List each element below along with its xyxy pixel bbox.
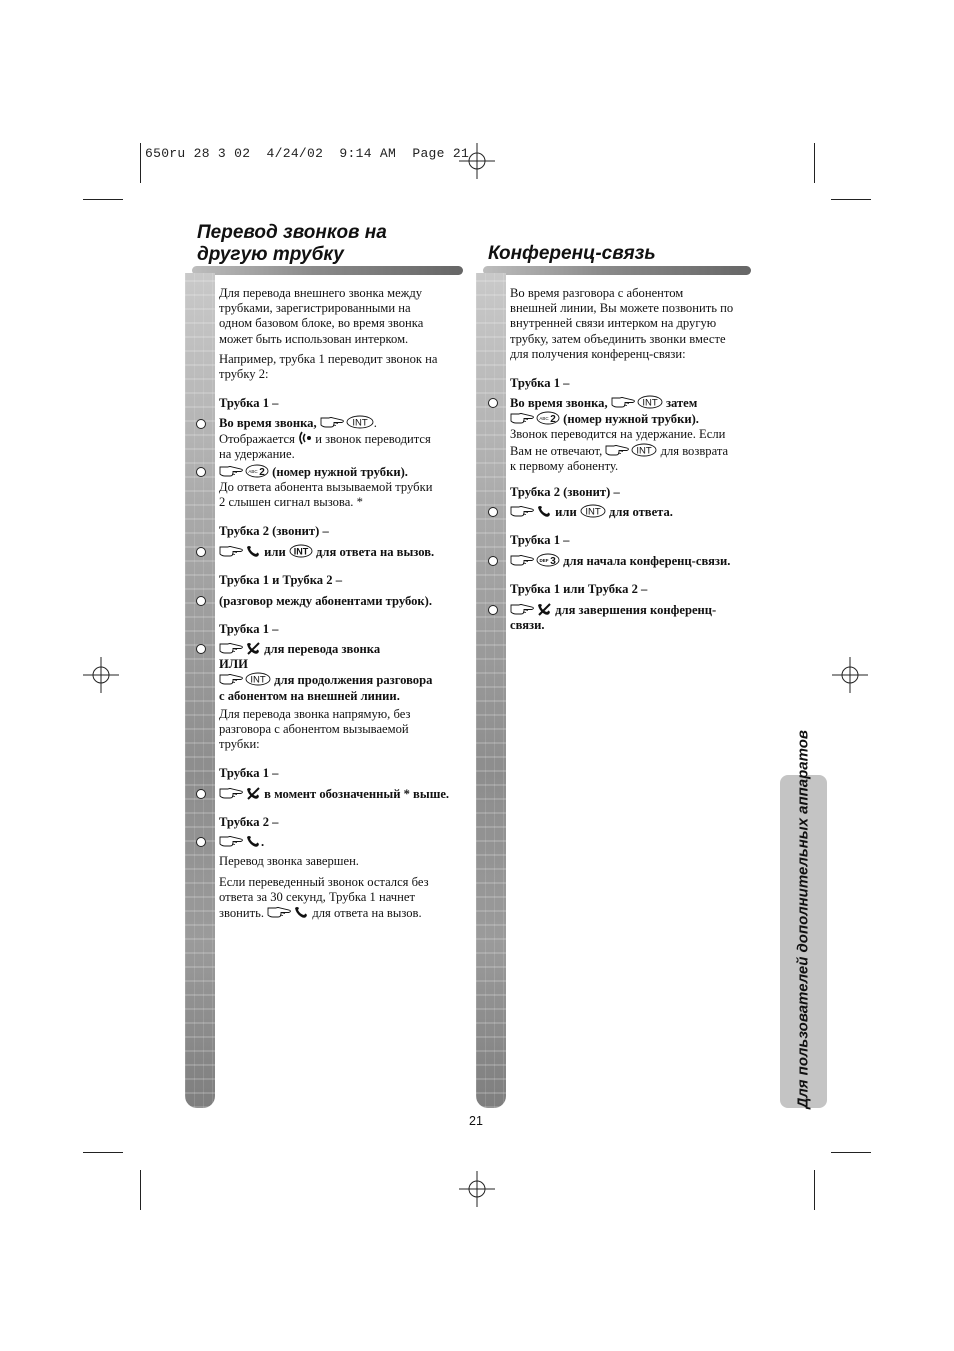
- handset-talk-icon: [245, 544, 261, 558]
- text-line: трубку, затем объединить звонки вместе: [510, 331, 726, 346]
- step-heading: Трубка 1 –: [219, 396, 279, 410]
- step-heading: Трубка 1 –: [219, 766, 279, 780]
- text-line: трубками, зарегистрированными на: [219, 301, 411, 316]
- registration-mark-icon: [83, 657, 119, 693]
- int-key-icon: [245, 672, 271, 686]
- int-key-icon: [346, 415, 374, 429]
- note-paragraph: [219, 707, 469, 753]
- text-line: может быть использован интерком.: [219, 331, 409, 346]
- text-line: Во время разговора с абонентом: [510, 286, 684, 300]
- step-bullet: [196, 644, 206, 654]
- step-bullet: [196, 547, 206, 557]
- text: Вам не отвечают,: [510, 443, 603, 458]
- text-line: на удержание.: [219, 447, 295, 462]
- press-hand-icon: [219, 834, 245, 848]
- press-hand-icon: [510, 553, 536, 567]
- text-line: До ответа абонента вызываемой трубки: [219, 480, 433, 495]
- int-key-icon: [637, 395, 663, 409]
- registration-mark-icon: [832, 657, 868, 693]
- step-body: [219, 544, 469, 560]
- press-hand-icon: [320, 415, 346, 429]
- text: в момент обозначенный * выше.: [264, 787, 450, 801]
- key-2-abc-icon: [536, 411, 560, 425]
- step-body: [219, 641, 469, 704]
- step-bullet: [196, 419, 206, 429]
- step-heading: Трубка 2 (звонит) –: [219, 524, 329, 538]
- step-body: [219, 834, 264, 850]
- status-text: Перевод звонка завершен.: [219, 854, 359, 868]
- text: Во время звонка,: [510, 396, 608, 410]
- text: звонить.: [219, 906, 265, 921]
- step-heading: Трубка 1 –: [510, 533, 570, 547]
- step-body: [510, 602, 760, 633]
- press-hand-icon: [219, 672, 245, 686]
- print-header: 650ru 28 3 02 4/24/02 9:14 AM Page 21: [145, 146, 470, 161]
- key-sublabel: DEF: [539, 558, 549, 563]
- text: для ответа.: [609, 505, 673, 519]
- press-hand-icon: [219, 464, 245, 478]
- step-body: [510, 553, 760, 569]
- note-paragraph: [219, 875, 469, 922]
- int-key-icon: [289, 544, 313, 558]
- text: для завершения конференц-: [555, 603, 717, 617]
- crop-mark: [83, 199, 123, 200]
- text: (номер нужной трубки).: [272, 465, 408, 479]
- key-label: INT: [293, 546, 309, 557]
- crop-mark: [831, 1152, 871, 1153]
- text: (номер нужной трубки).: [563, 412, 699, 427]
- key-3-def-icon: [536, 553, 560, 567]
- intro-paragraph: [219, 352, 469, 382]
- press-hand-icon: [267, 905, 293, 919]
- step-body: [219, 464, 469, 511]
- title-bar: [483, 266, 751, 275]
- text-line: Звонок переводится на удержание. Если: [510, 427, 726, 442]
- text: затем: [665, 396, 698, 410]
- text-line: ответа за 30 секунд, Трубка 1 начнет: [219, 890, 415, 905]
- crop-mark: [814, 143, 815, 183]
- text-line: Если переведенный звонок остался без: [219, 875, 429, 889]
- step-bullet: [488, 605, 498, 615]
- key-label: INT: [250, 674, 266, 686]
- step-body: [510, 504, 760, 520]
- text-line: трубки:: [219, 737, 260, 752]
- decorative-strip: [185, 273, 215, 1108]
- step-bullet: [488, 507, 498, 517]
- key-2-abc-icon: [245, 464, 269, 478]
- press-hand-icon: [219, 641, 245, 655]
- key-sublabel: ABC: [539, 416, 549, 422]
- text-line: Для перевода внешнего звонка между: [219, 286, 423, 300]
- crop-mark: [831, 199, 871, 200]
- step-heading: Трубка 2 (звонит) –: [510, 485, 620, 499]
- text: для начала конференц-связи.: [563, 554, 731, 568]
- text: для продолжения разговора: [274, 673, 433, 688]
- crop-mark: [814, 1170, 815, 1210]
- press-hand-icon: [219, 786, 245, 800]
- text: .: [261, 835, 265, 849]
- step-bullet: [196, 789, 206, 799]
- text: для возврата: [660, 443, 729, 458]
- press-hand-icon: [510, 411, 536, 425]
- handset-talk-icon: [293, 905, 309, 919]
- text-line: Например, трубка 1 переводит звонок на: [219, 352, 438, 366]
- step-body: [219, 786, 469, 802]
- text-line: к первому абоненту.: [510, 458, 619, 473]
- page-number: 21: [469, 1114, 483, 1128]
- side-tab-label: Для пользователей дополнительных аппаратов: [794, 730, 812, 1109]
- key-label: INT: [642, 397, 658, 409]
- text: для ответа на вызов.: [312, 906, 422, 921]
- text: для перевода звонка: [264, 642, 381, 656]
- text-line: ИЛИ: [219, 657, 248, 672]
- text-line: Для перевода звонка напрямую, без: [219, 707, 411, 721]
- title-bar: [192, 266, 463, 275]
- text-line: одном базовом блоке, во время звонка: [219, 316, 424, 331]
- step-body: (разговор между абонентами трубок).: [219, 594, 433, 608]
- press-hand-icon: [510, 602, 536, 616]
- key-label: INT: [585, 506, 601, 518]
- text-line: разговора с абонентом вызываемой: [219, 722, 409, 737]
- key-label: 3: [550, 556, 556, 567]
- step-heading: Трубка 1 –: [219, 622, 279, 636]
- ringing-icon: [298, 431, 312, 445]
- title-line: другую трубку: [197, 244, 344, 265]
- intro-paragraph: [510, 286, 760, 362]
- key-label: 2: [259, 467, 265, 478]
- step-heading: Трубка 1 –: [510, 376, 570, 390]
- handset-hangup-icon: [245, 641, 261, 655]
- press-hand-icon: [510, 504, 536, 518]
- section-title-conference: Конференц-связь: [488, 243, 656, 264]
- text: Во время звонка,: [219, 416, 317, 430]
- key-label: INT: [636, 445, 653, 457]
- step-bullet: [196, 596, 206, 606]
- text: или: [555, 505, 577, 519]
- text: для ответа на вызов.: [316, 545, 435, 559]
- press-hand-icon: [219, 544, 245, 558]
- crop-mark: [140, 1170, 141, 1210]
- intro-paragraph: [219, 286, 469, 347]
- step-bullet: [488, 556, 498, 566]
- text-line: для получения конференц-связи:: [510, 346, 686, 361]
- int-key-icon: [631, 443, 657, 457]
- step-heading: Трубка 1 или Трубка 2 –: [510, 582, 648, 596]
- press-hand-icon: [605, 443, 631, 457]
- key-sublabel: ABC: [248, 469, 258, 474]
- handset-talk-icon: [536, 504, 552, 518]
- key-label: INT: [352, 417, 368, 429]
- text: и звонок переводится: [315, 432, 431, 447]
- registration-mark-icon: [459, 1171, 495, 1207]
- step-body: Во время звонка, INT . Отображается и звонок переводится на удержание.: [219, 415, 469, 463]
- step-bullet: [196, 467, 206, 477]
- title-line: Перевод звонков на: [197, 222, 387, 243]
- key-label: 2: [550, 414, 556, 426]
- text-line: связи.: [510, 618, 545, 633]
- step-bullet: [196, 837, 206, 847]
- text-line: с абонентом на внешней линии.: [219, 688, 400, 703]
- crop-mark: [140, 143, 141, 183]
- text-line: внешней линии, Вы можете позвонить по: [510, 301, 734, 316]
- text-line: 2 слышен сигнал вызова. *: [219, 495, 363, 510]
- step-heading: Трубка 2 –: [219, 815, 279, 829]
- press-hand-icon: [611, 395, 637, 409]
- text-line: трубку 2:: [219, 367, 269, 382]
- text-line: внутренней связи интерком на другую: [510, 316, 717, 331]
- handset-talk-icon: [245, 834, 261, 848]
- step-heading: Трубка 1 и Трубка 2 –: [219, 573, 342, 587]
- handset-hangup-icon: [536, 602, 552, 616]
- step-body: [510, 395, 760, 474]
- int-key-icon: [580, 504, 606, 518]
- step-bullet: [488, 398, 498, 408]
- handset-hangup-icon: [245, 786, 261, 800]
- section-title-transfer: [197, 222, 387, 266]
- text: Отображается: [219, 432, 295, 447]
- text: или: [264, 545, 286, 559]
- crop-mark: [83, 1152, 123, 1153]
